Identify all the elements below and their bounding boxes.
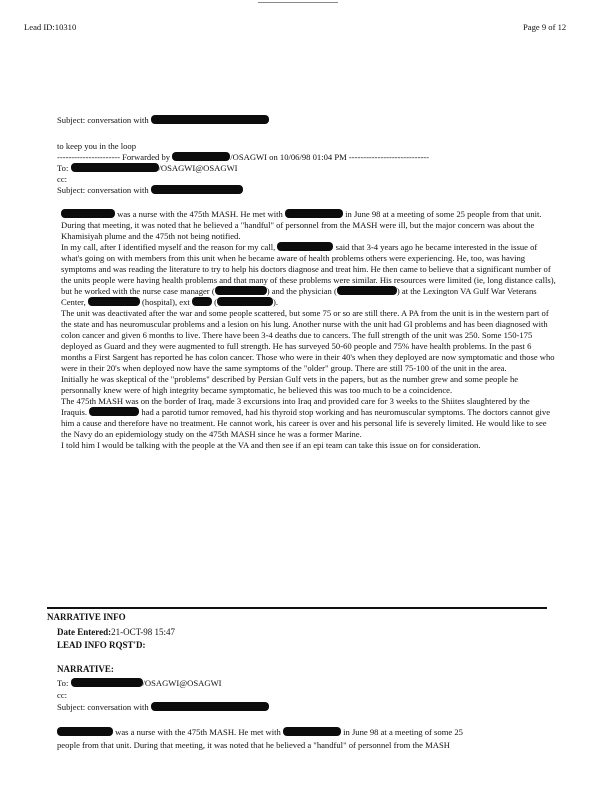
- section-divider: [47, 607, 547, 609]
- narrative-to-line: To: /OSAGWI@OSAGWI: [57, 678, 222, 688]
- narrative-cc-line: cc:: [57, 690, 68, 700]
- paragraph-5: The 475th MASH was on the border of Iraq, made 3 excursions into Iraq and provided care for 3 weeks to the Shiites slaughtered by the Iraquis. had a parotid tumor removed, had his thyroid stop working and has neuromuscular symptoms. The doctors cannot give him a cause and therefore have no treatment. He cannot work, his career is over and his personal life is severely limited. He would like to see the Navy do an epidemiology study on the 475th MASH since he was a former Marine.: [61, 396, 551, 439]
- body-text: [61, 209, 557, 451]
- lead-info-requested: LEAD INFO RQST'D:: [57, 640, 146, 650]
- forwarded-line: ---------------------- Forwarded by /OSAGWI on 10/06/98 01:04 PM ----------------------------: [57, 152, 430, 162]
- narrative-info-heading: NARRATIVE INFO: [47, 612, 126, 622]
- cc-line: cc:: [57, 174, 68, 184]
- narrative-subject-line: Subject: conversation with: [57, 702, 269, 713]
- redaction: [151, 115, 269, 124]
- redaction: [61, 209, 115, 218]
- redaction: [283, 727, 341, 736]
- page-number: Page 9 of 12: [523, 22, 567, 32]
- redaction: [57, 727, 113, 736]
- subject-line: Subject: conversation with: [57, 115, 269, 126]
- redaction: [89, 407, 139, 416]
- narrative-paragraph-line-1: was a nurse with the 475th MASH. He met with in June 98 at a meeting of some 25: [57, 727, 463, 738]
- redaction: [88, 297, 140, 306]
- redaction: [217, 297, 273, 306]
- lead-id: Lead ID:10310: [24, 22, 77, 32]
- narrative-paragraph-line-2: people from that unit. During that meeting, it was noted that he believed a "handful" of personnel from the MASH: [57, 740, 450, 750]
- redaction: [172, 152, 230, 161]
- redaction: [71, 163, 159, 172]
- paragraph-4: Initially he was skeptical of the "problems" described by Persian Gulf vets in the papers, but as the number grew and some people he personnally knew were of high integrity became symptomatic, he believed this was too much to be a coincidence.: [61, 374, 519, 395]
- to-line: To: /OSAGWI@OSAGWI: [57, 163, 238, 173]
- paragraph-3: The unit was deactivated after the war and some people scattered, but some 75 or so are still there. A PA from the unit is in the western part of the state and has neuromuscular problems and a lesion on his lung. Another nurse with the unit had GI problems and has been diagnosed with colon cancer and given 6 months to live. There have been 3-4 deaths due to cancers. The full strength of the unit was 250. Some 150-175 deployed as Guard and they were augmented to full strength. He has surveyed 50-60 people and 75% have health problems. In the past 6 months a First Sargent has reported he has colon cancer. Those who were in their 40's when they deployed are now symptomatic and those who were in their 20's when deployed now have the same symptoms of the "older" group. There are still 75-100 of the unit in the area.: [61, 308, 555, 373]
- redaction: [151, 185, 243, 194]
- date-entered: Date Entered:21-OCT-98 15:47: [57, 627, 175, 637]
- top-rule: [258, 2, 338, 3]
- redaction: [277, 242, 333, 251]
- redaction: [285, 209, 343, 218]
- narrative-label: NARRATIVE:: [57, 664, 114, 674]
- redaction: [215, 286, 267, 295]
- redaction: [151, 702, 269, 711]
- redaction: [71, 678, 143, 687]
- intro-text: to keep you in the loop: [57, 141, 137, 151]
- paragraph-6: I told him I would be talking with the people at the VA and then see if an epi team can take this issue on for consideration.: [61, 440, 481, 450]
- redaction: [337, 286, 397, 295]
- paragraph-1: was a nurse with the 475th MASH. He met with in June 98 at a meeting of some 25 people from that unit. During that meeting, it was noted that he believed a "handful" of personnel from the MASH were ill, but the major concern was about the Khamisiyah plume and the 475th not being notified.: [61, 209, 542, 241]
- paragraph-2: In my call, after I identified myself and the reason for my call, said that 3-4 years ago he became interested in the issue of what's going on with members from this unit when he became aware of health problems others were experiencing. He, too, was having symptoms and was reading the literature to try to help his doctors diagnose and treat him. He then came to believe that a significant number of the units people were having health problems and that many of these problems were similar. His resources were limited (ie, long distance calls), but he worked with the nurse case manager ( ) and the physician ( ) at the Lexington VA Gulf War Veterans Center, (hospital), ext ( ).: [61, 242, 556, 307]
- subject-line-2: Subject: conversation with: [57, 185, 243, 196]
- redaction: [192, 297, 212, 306]
